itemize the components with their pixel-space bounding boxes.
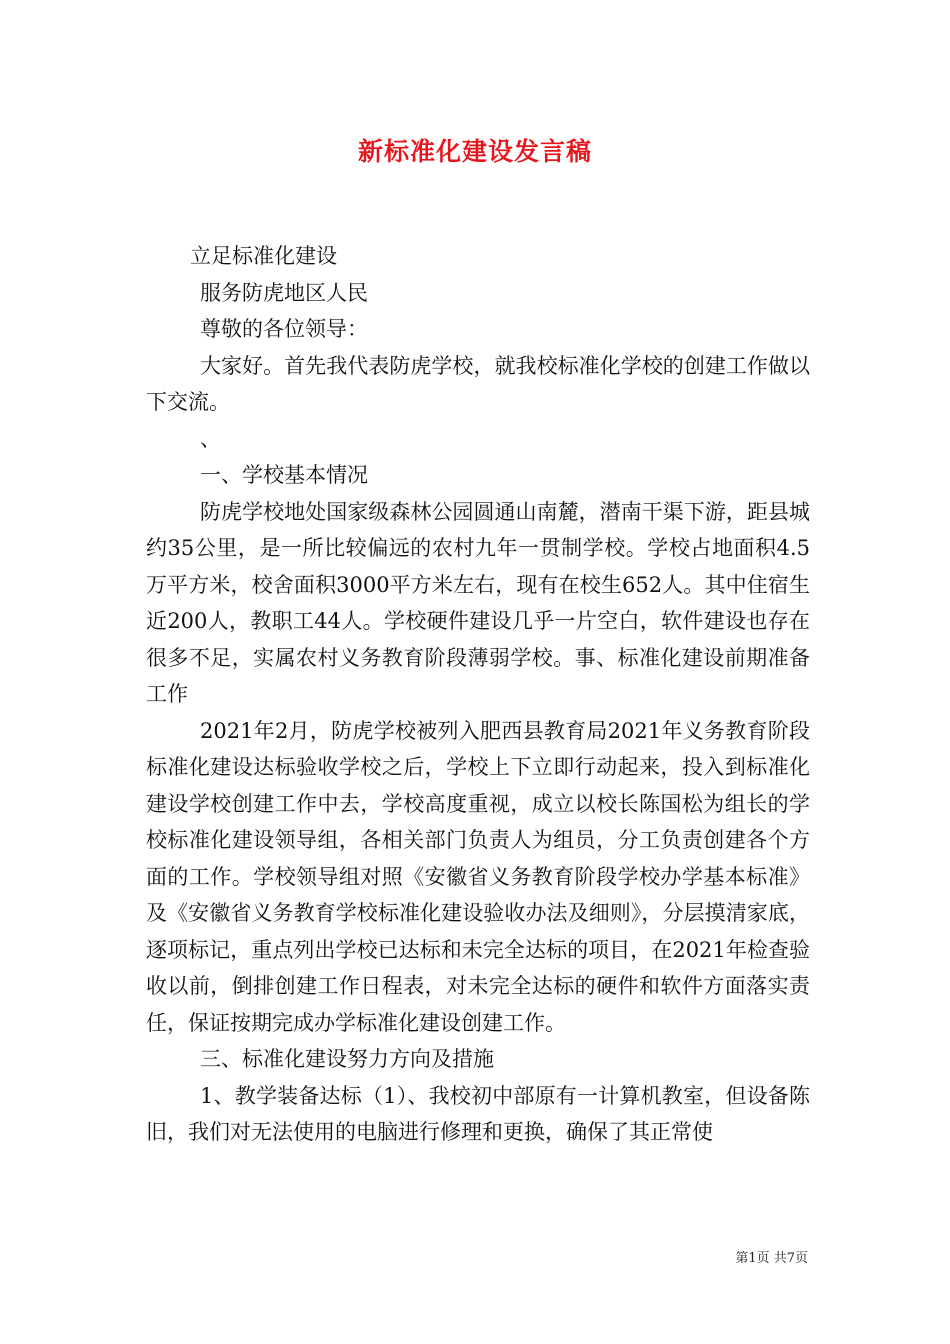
heading-line-2: 服务防虎地区人民 (200, 280, 368, 305)
page-indicator: 第1页 共7页 (735, 1251, 808, 1266)
section-heading-3: 三、标准化建设努力方向及措施 (200, 1047, 494, 1071)
section-heading-1: 一、学校基本情况 (200, 463, 368, 487)
salutation: 尊敬的各位领导： (200, 317, 368, 341)
paragraph-basic-info: 防虎学校地处国家级森林公园圆通山南麓，潜南干渠下游，距县城约35公里，是一所比较偏远的农村九年一贯制学校。学校占地面积4.5万平方米，校舍面积3000平方米左右，现有在校生652人。其中住宿生近200人，教职工44人。学校硬件建设几乎一片空白，软件建设也存在很多不足，实属农村义务教育阶段薄弱学校。事、标准化建设前期准备工作 (146, 499, 810, 706)
paragraph-intro: 大家好。首先我代表防虎学校，就我校标准化学校的创建工作做以下交流。 (146, 353, 810, 414)
paragraph-preparation: 2021年2月，防虎学校被列入肥西县教育局2021年义务教育阶段标准化建设达标验收学校之后，学校上下立即行动起来，投入到标准化建设学校创建工作中去，学校高度重视，成立以校长陈国松为组长的学校标准化建设领导组，各相关部门负责人为组员，分工负责创建各个方面的工作。学校领导组对照《安徽省义务教育阶段学校办学基本标准》及《安徽省义务教育学校标准化建设验收办法及细则》，分层摸清家底，逐项标记，重点列出学校已达标和未完全达标的项目，在2021年检查验收以前，倒排创建工作日程表，对未完全达标的硬件和软件方面落实责任，保证按期完成办学标准化建设创建工作。 (146, 718, 810, 1035)
document-body (146, 238, 810, 1151)
paragraph-equipment: 1、教学装备达标（1）、我校初中部原有一计算机教室，但设备陈旧，我们对无法使用的电脑进行修理和更换，确保了其正常使 (146, 1083, 810, 1144)
page-title: 新标准化建设发言稿 (357, 137, 592, 166)
paragraph-mark: 、 (200, 426, 221, 451)
heading-line-1: 立足标准化建设 (190, 244, 337, 268)
